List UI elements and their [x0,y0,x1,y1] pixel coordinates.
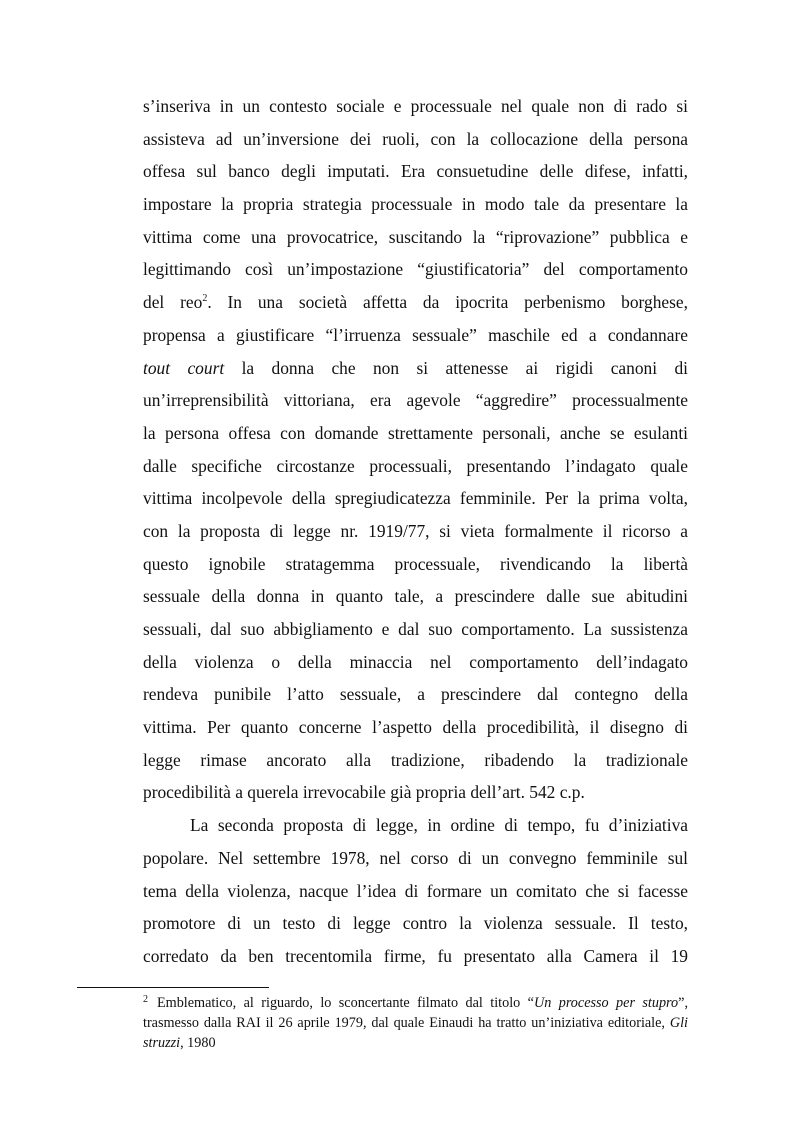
footnote-number: 2 [143,994,148,1005]
text-line: vittima incolpevole della spregiudicatezza femminile. Per la prima volta, [143,488,688,509]
text-line: tema della violenza, nacque l’idea di formare un comitato che si facesse [143,880,688,901]
text-line: legge rimase ancorato alla tradizione, ribadendo la tradizionale [143,749,688,770]
text-line: popolare. Nel settembre 1978, nel corso di un convegno femminile sul [143,847,688,868]
italic-title: struzzi [143,1035,181,1051]
footnote-separator [77,987,269,988]
main-text [143,90,688,973]
text-fragment: la donna che non si attenesse ai rigidi canoni di [224,357,688,378]
text-line: sessuali, dal suo abbigliamento e dal suo comportamento. La sussistenza [143,619,688,639]
text-line: offesa sul banco degli imputati. Era consuetudine delle difese, infatti, [143,161,688,182]
text-line: dalle specifiche circostanze processuali, presentando l’indagato quale [143,455,688,476]
text-line: la persona offesa con domande strettamente personali, anche se esulanti [143,422,688,443]
text-fragment: trasmesso dalla RAI il 26 aprile 1979, dal quale Einaudi ha tratto un’iniziativa editoriale, [143,1015,670,1031]
text-line: corredato da ben trecentomila firme, fu presentato alla Camera il 19 [143,945,688,966]
footnote-reference: 2 [202,293,208,305]
text-line: impostare la propria strategia processuale in modo tale da presentare la [143,194,688,215]
text-line: rendeva punibile l’atto sessuale, a prescindere dal contegno della [143,684,688,705]
text-line: propensa a giustificare “l’irruenza sessuale” maschile ed a condannare [143,324,688,345]
text-line: vittima. Per quanto concerne l’aspetto della procedibilità, il disegno di [143,717,688,738]
text-line [143,352,688,385]
text-line: procedibilità a querela irrevocabile già propria dell’art. 542 c.p. [143,782,585,803]
text-line: un’irreprensibilità vittoriana, era agevole “aggredire” processualmente [143,390,688,411]
text-fragment: , 1980 [180,1035,216,1051]
text-line: promotore di un testo di legge contro la violenza sessuale. Il testo, [143,913,688,934]
text-fragment: ”, [678,995,688,1011]
italic-title: Un processo per stupro [533,995,679,1011]
text-fragment: del reo [143,292,203,313]
text-line: con la proposta di legge nr. 1919/77, si vieta formalmente il ricorso a [143,520,688,541]
text-fragment: . In una società affetta da ipocrita perbenismo borghese, [207,292,688,313]
italic-title: Gli [669,1015,688,1031]
text-line: La seconda proposta di legge, in ordine di tempo, fu d’iniziativa [190,815,688,836]
text-line: sessuale della donna in quanto tale, a prescindere dalle sue abitudini [143,586,688,607]
footnote [143,993,688,1053]
text-line: questo ignobile stratagemma processuale, rivendicando la libertà [143,553,688,574]
italic-phrase: tout court [143,357,225,378]
footnote-line [143,1033,688,1053]
footnote-line [143,993,688,1013]
text-line [143,286,688,319]
text-line: vittima come una provocatrice, suscitando la “riprovazione” pubblica e [143,226,688,247]
footnote-line [143,1013,688,1033]
text-line: della violenza o della minaccia nel comportamento dell’indagato [143,651,688,672]
text-line: assisteva ad un’inversione dei ruoli, con la collocazione della persona [143,128,688,149]
text-line: legittimando così un’impostazione “giustificatoria” del comportamento [143,259,688,280]
text-line: s’inseriva in un contesto sociale e processuale nel quale non di rado si [143,96,688,116]
text-fragment: Emblematico, al riguardo, lo sconcertante filmato dal titolo “ [157,995,534,1011]
